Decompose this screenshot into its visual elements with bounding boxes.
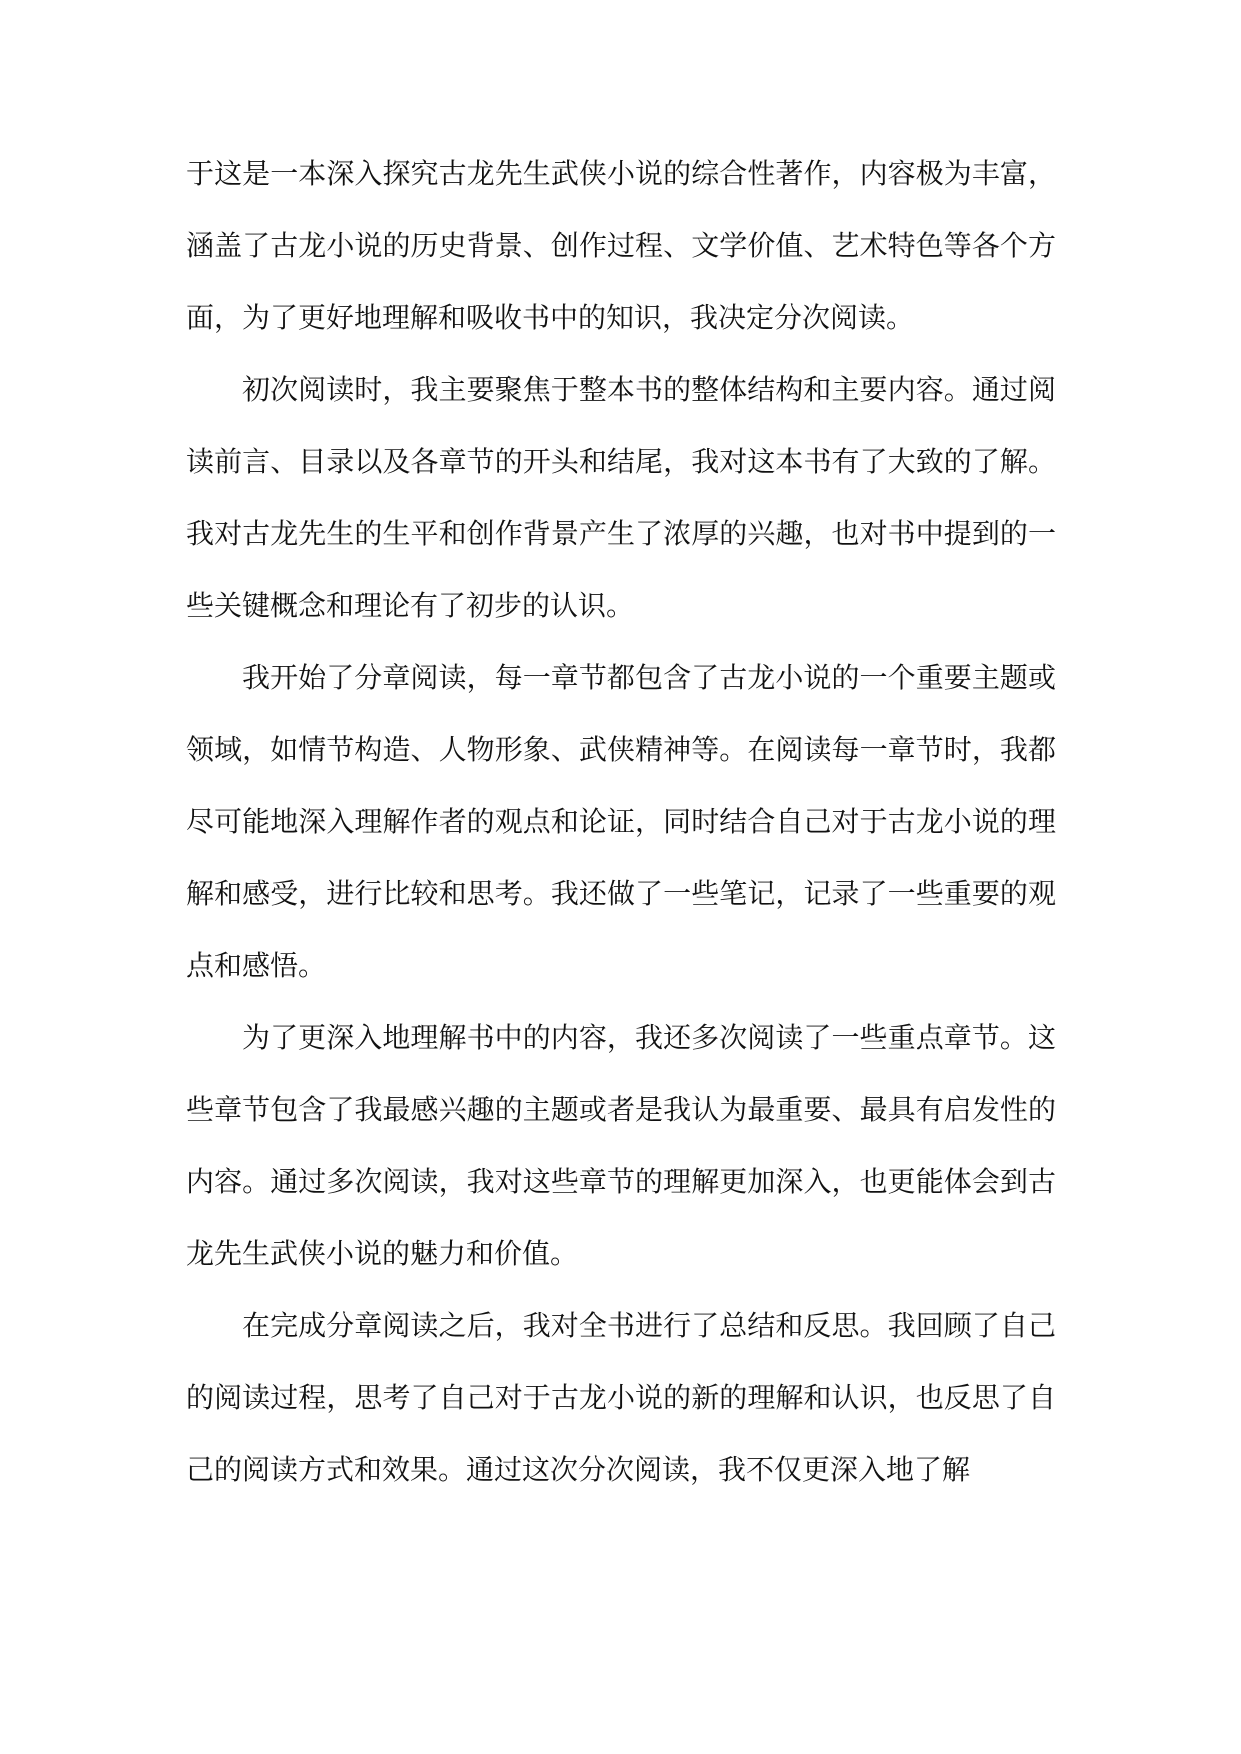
paragraph-5: 在完成分章阅读之后，我对全书进行了总结和反思。我回顾了自己的阅读过程，思考了自己对于古龙小说的新的理解和认识，也反思了自己的阅读方式和效果。通过这次分次阅读，我不仅更深入地了解 <box>186 1309 1056 1486</box>
paragraph-2: 初次阅读时，我主要聚焦于整本书的整体结构和主要内容。通过阅读前言、目录以及各章节的开头和结尾，我对这本书有了大致的了解。我对古龙先生的生平和创作背景产生了浓厚的兴趣，也对书中提到的一些关键概念和理论有了初步的认识。 <box>186 373 1056 622</box>
body-text <box>186 138 1056 1506</box>
paragraph-1: 于这是一本深入探究古龙先生武侠小说的综合性著作，内容极为丰富，涵盖了古龙小说的历史背景、创作过程、文学价值、艺术特色等各个方面，为了更好地理解和吸收书中的知识，我决定分次阅读。 <box>186 157 1056 334</box>
paragraph-3: 我开始了分章阅读，每一章节都包含了古龙小说的一个重要主题或领域，如情节构造、人物形象、武侠精神等。在阅读每一章节时，我都尽可能地深入理解作者的观点和论证，同时结合自己对于古龙小说的理解和感受，进行比较和思考。我还做了一些笔记，记录了一些重要的观点和感悟。 <box>186 661 1056 982</box>
paragraph-4: 为了更深入地理解书中的内容，我还多次阅读了一些重点章节。这些章节包含了我最感兴趣的主题或者是我认为最重要、最具有启发性的内容。通过多次阅读，我对这些章节的理解更加深入，也更能体会到古龙先生武侠小说的魅力和价值。 <box>186 1021 1056 1270</box>
